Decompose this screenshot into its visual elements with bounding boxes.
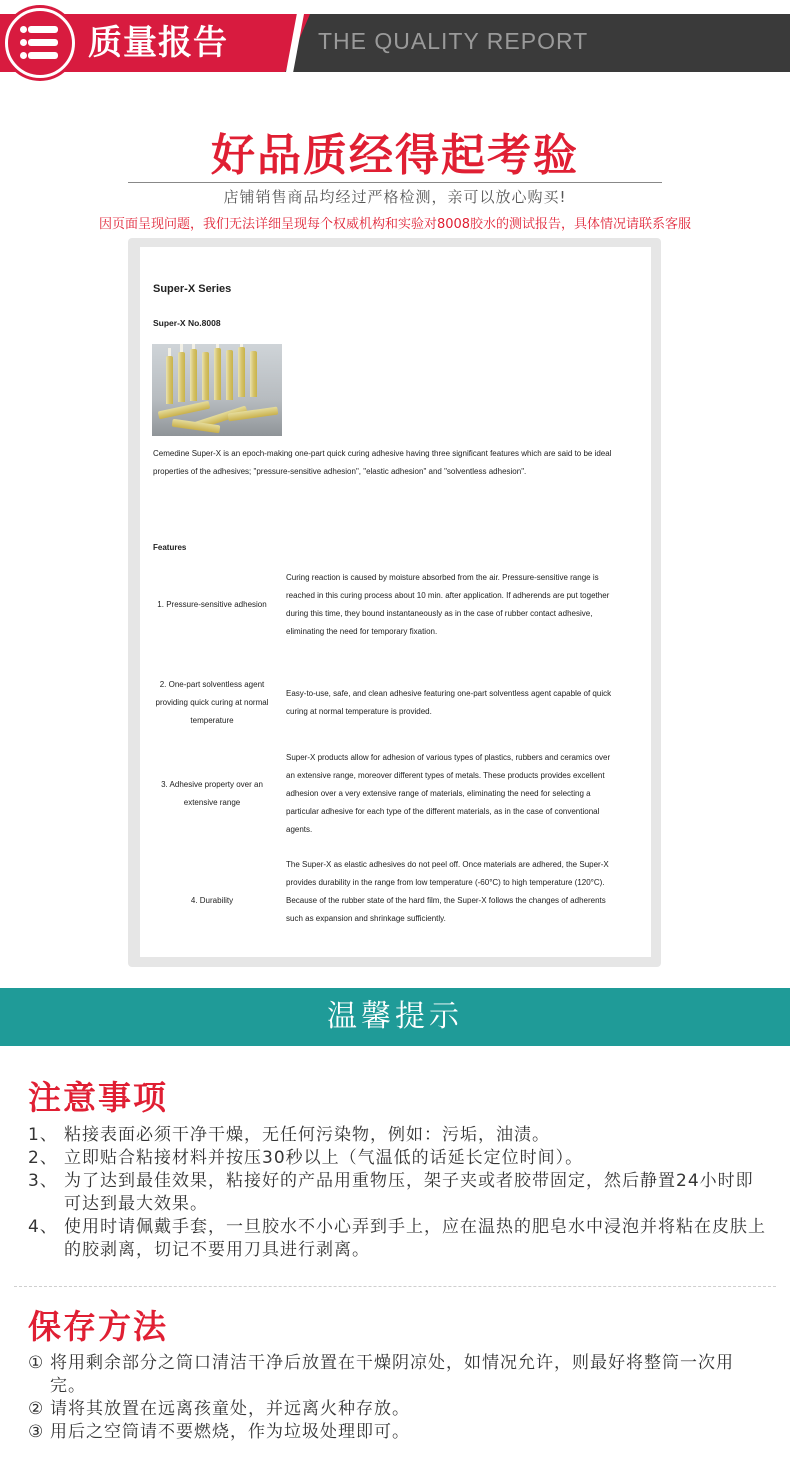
list-item-text: 用后之空筒请不要燃烧，作为垃圾处理即可。 xyxy=(50,1422,410,1442)
list-item-number: ① xyxy=(28,1353,45,1373)
tube-shape xyxy=(238,347,245,397)
report-series-title: Super-X Series xyxy=(153,283,232,295)
header-subtitle-en: THE QUALITY REPORT xyxy=(318,28,589,54)
slogan-divider xyxy=(128,182,662,183)
list-item xyxy=(28,1124,768,1147)
features-heading: Features xyxy=(153,543,187,552)
list-item-text: 使用时请佩戴手套，一旦胶水不小心弄到手上，应在温热的肥皂水中浸泡并将粘在皮肤上的胶剥离，切记不要用刀具进行剥离。 xyxy=(64,1217,766,1260)
tube-nozzle xyxy=(180,344,183,352)
list-item-number: ② xyxy=(28,1399,45,1419)
tube-nozzle xyxy=(216,344,219,348)
slogan-subtitle: 店铺销售商品均经过严格检测，亲可以放心购买! xyxy=(223,188,567,206)
tube-shape xyxy=(202,352,209,400)
tube-nozzle xyxy=(168,348,171,356)
menu-line xyxy=(28,26,58,33)
feature-name: 1. Pressure-sensitive adhesion xyxy=(157,600,267,609)
feature-desc: The Super-X as elastic adhesives do not peel off. Once materials are adhered, the Super-X provides durability in the range from low temperature (-60°C) to high temperature (120°C). Because of the rubber state of the hard film, the Super-X follows the changes of adherents such as expansion and shrinkage sufficiently. xyxy=(286,860,609,923)
precautions-list xyxy=(28,1124,768,1262)
header-title: 质量报告 xyxy=(88,23,228,63)
list-item xyxy=(28,1170,768,1216)
list-item-number: 3、 xyxy=(28,1171,58,1191)
precautions-title: 注意事项 xyxy=(28,1078,168,1117)
tube-nozzle xyxy=(192,344,195,349)
list-item-text: 立即贴合粘接材料并按压30秒以上（气温低的话延长定位时间）。 xyxy=(64,1148,584,1168)
page-header xyxy=(0,0,790,100)
report-document xyxy=(140,247,651,957)
tube-shape xyxy=(190,349,197,401)
feature-name: 3. Adhesive property over an extensive range xyxy=(161,780,263,807)
feature-desc: Easy-to-use, safe, and clean adhesive featuring one-part solventless agent capable of quick curing at normal temperature is provided. xyxy=(286,689,612,716)
list-item-number: 4、 xyxy=(28,1217,58,1237)
storage-list xyxy=(28,1352,768,1444)
menu-dot xyxy=(20,52,27,59)
menu-list-icon xyxy=(5,8,75,78)
tube-shape xyxy=(178,352,185,402)
tube-shape xyxy=(166,356,173,404)
menu-line xyxy=(28,52,58,59)
report-notice: 因页面呈现问题，我们无法详细呈现每个权威机构和实验对8008胶水的测试报告，具体情况请联系客服 xyxy=(98,217,692,232)
menu-line xyxy=(28,39,58,46)
menu-dot xyxy=(20,39,27,46)
list-item-text: 为了达到最佳效果，粘接好的产品用重物压，架子夹或者胶带固定，然后静置24小时即可达到最大效果。 xyxy=(64,1171,754,1214)
list-item-text: 请将其放置在远离孩童处，并远离火种存放。 xyxy=(50,1399,410,1419)
feature-name: 2. One-part solventless agent providing quick curing at normal temperature xyxy=(155,680,269,725)
tube-nozzle xyxy=(240,344,243,347)
report-model-title: Super-X No.8008 xyxy=(153,318,221,328)
tube-shape xyxy=(250,351,257,397)
list-item xyxy=(28,1216,768,1262)
list-item-text: 粘接表面必须干净干燥，无任何污染物，例如：污垢，油渍。 xyxy=(64,1125,550,1145)
list-item xyxy=(28,1352,768,1398)
storage-title: 保存方法 xyxy=(28,1307,168,1346)
feature-desc: Super-X products allow for adhesion of various types of plastics, rubbers and ceramics over an extensive range, moreover different types of metals. These products provides excellent adhesion over a very extensive range of materials, eliminating the need for selecting a particular adhesive for each type of the different materials, as in the case of conventional agents. xyxy=(286,753,611,834)
list-item-number: 1、 xyxy=(28,1125,58,1145)
tube-shape xyxy=(214,348,221,400)
slogan-title: 好品质经得起考验 xyxy=(211,130,579,181)
list-item xyxy=(28,1147,768,1170)
tips-banner xyxy=(0,988,790,1046)
feature-desc: Curing reaction is caused by moisture absorbed from the air. Pressure-sensitive range is reached in this curing process about 10 min. after application. If adherends are put together during this time, they bound instantaneously as in the case of rubber contact adhesive, eliminating the need for temporary fixation. xyxy=(286,573,610,636)
product-photo xyxy=(152,344,282,436)
feature-name: 4. Durability xyxy=(190,896,234,905)
list-item xyxy=(28,1398,768,1421)
list-item xyxy=(28,1421,768,1444)
menu-dot xyxy=(20,26,27,33)
list-item-number: 2、 xyxy=(28,1148,58,1168)
list-item-text: 将用剩余部分之筒口清洁干净后放置在干燥阴凉处，如情况允许，则最好将整筒一次用完。 xyxy=(50,1353,734,1396)
tube-shape xyxy=(226,350,233,400)
section-divider xyxy=(14,1286,776,1287)
report-intro: Cemedine Super-X is an epoch-making one-part quick curing adhesive having three significant features which are said to be ideal properties of the adhesives; "pressure-sensitive adhesion", "elastic adhesion" and "solventless adhesion". xyxy=(153,449,612,476)
list-item-number: ③ xyxy=(28,1422,45,1442)
tips-banner-text: 温馨提示 xyxy=(327,999,463,1034)
